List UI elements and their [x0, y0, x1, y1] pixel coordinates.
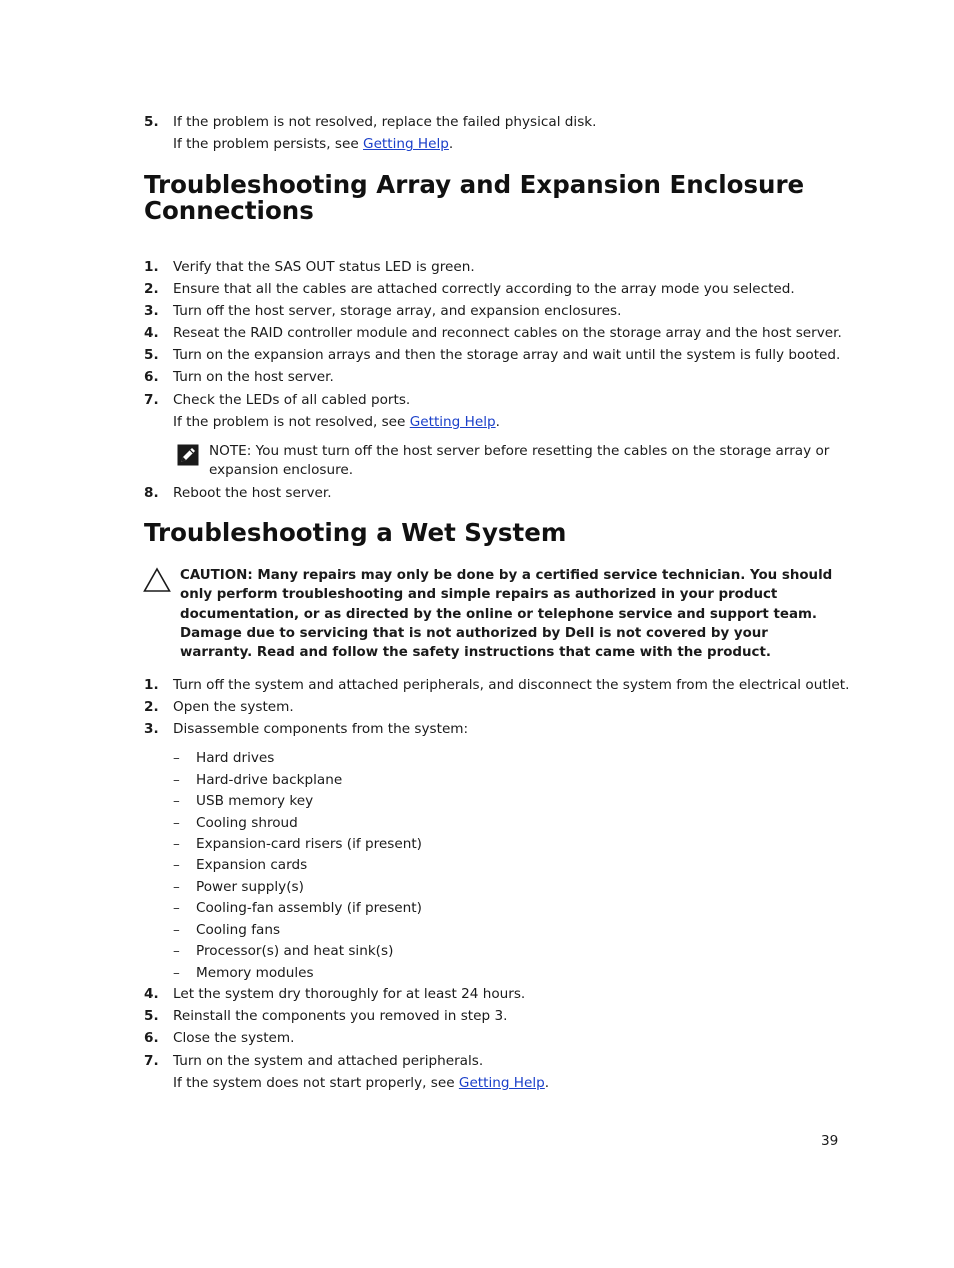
- getting-help-link[interactable]: Getting Help: [363, 136, 449, 152]
- heading-line: Connections: [144, 196, 314, 225]
- subtext-prefix: If the system does not start properly, see: [173, 1075, 459, 1091]
- step-number: 4.: [144, 986, 159, 1002]
- subtext-prefix: If the problem is not resolved, see: [173, 414, 410, 430]
- step-number: 3.: [144, 721, 159, 737]
- caution-text: CAUTION: Many repairs may only be done by a certified service technician. You should only perform troubleshooting and simple repairs as authorized in your product documentation, or as directed by the online or telephone service and support team. Damage due to servicing that is not authorized by Dell is not covered by your warranty. Read and follow the safety instructions that came with the product.: [180, 568, 833, 661]
- dash-bullet: –: [173, 922, 180, 938]
- note-body: You must turn off the host server before resetting the cables on the storage array or expansion enclosure.: [209, 443, 830, 478]
- step-number: 2.: [144, 699, 159, 715]
- step-number: 1.: [144, 259, 159, 275]
- list-item: Memory modules: [196, 965, 314, 981]
- list-item: Cooling shroud: [196, 815, 298, 831]
- step-text: If the problem is not resolved, replace the failed physical disk.: [173, 114, 597, 130]
- step-number: 5.: [144, 1008, 159, 1024]
- list-item: Hard-drive backplane: [196, 772, 343, 788]
- dash-bullet: –: [173, 750, 180, 766]
- step-number: 8.: [144, 485, 159, 501]
- section-heading: [144, 172, 804, 224]
- dash-bullet: –: [173, 793, 180, 809]
- step-number: 2.: [144, 281, 159, 297]
- step-text: Verify that the SAS OUT status LED is green.: [173, 259, 475, 275]
- step-number: 6.: [144, 1030, 159, 1046]
- subtext-prefix: If the problem persists, see: [173, 136, 364, 152]
- note-pencil-icon: [177, 444, 199, 466]
- dash-bullet: –: [173, 857, 180, 873]
- step-text: Reboot the host server.: [173, 485, 332, 501]
- step-subtext: [173, 414, 500, 431]
- step-text: Turn on the system and attached peripherals.: [173, 1053, 484, 1069]
- step-text: Disassemble components from the system:: [173, 721, 469, 737]
- section-heading: Troubleshooting a Wet System: [144, 518, 567, 547]
- step-text: Close the system.: [173, 1030, 295, 1046]
- step-text: Turn on the host server.: [173, 369, 334, 385]
- list-item: Processor(s) and heat sink(s): [196, 943, 394, 959]
- step-number: 5.: [144, 347, 159, 363]
- step-subtext: [173, 1075, 549, 1092]
- step-text: Turn off the host server, storage array, and expansion enclosures.: [173, 303, 622, 319]
- dash-bullet: –: [173, 836, 180, 852]
- list-item: USB memory key: [196, 793, 314, 809]
- getting-help-link[interactable]: Getting Help: [458, 1075, 545, 1091]
- step-text: Let the system dry thoroughly for at least 24 hours.: [173, 986, 526, 1002]
- dash-bullet: –: [173, 815, 180, 831]
- heading-line: Troubleshooting Array and Expansion Enclosure: [144, 170, 805, 199]
- step-subtext: [173, 136, 453, 153]
- step-number: 1.: [144, 677, 159, 693]
- list-item: Cooling-fan assembly (if present): [196, 900, 422, 916]
- subtext-suffix: .: [448, 136, 454, 152]
- page-number: 39: [821, 1133, 839, 1149]
- step-text: Check the LEDs of all cabled ports.: [173, 392, 411, 408]
- caution-triangle-icon: [143, 567, 171, 593]
- step-text: Turn on the expansion arrays and then the storage array and wait until the system is fully booted.: [173, 347, 841, 363]
- subtext-suffix: .: [495, 414, 500, 430]
- list-item: Expansion-card risers (if present): [196, 836, 422, 852]
- list-item: Expansion cards: [196, 857, 308, 873]
- subtext-suffix: .: [544, 1075, 550, 1091]
- note-label: NOTE:: [209, 443, 252, 459]
- dash-bullet: –: [173, 900, 180, 916]
- step-number: 3.: [144, 303, 159, 319]
- list-item: Power supply(s): [196, 879, 304, 895]
- step-text: Ensure that all the cables are attached correctly according to the array mode you selected.: [173, 281, 795, 297]
- list-item: Hard drives: [196, 750, 275, 766]
- dash-bullet: –: [173, 943, 180, 959]
- getting-help-link[interactable]: Getting Help: [409, 414, 496, 430]
- step-text: Reinstall the components you removed in step 3.: [173, 1008, 508, 1024]
- step-text: Reseat the RAID controller module and reconnect cables on the storage array and the host server.: [173, 325, 842, 341]
- dash-bullet: –: [173, 879, 180, 895]
- step-text: Turn off the system and attached peripherals, and disconnect the system from the electrical outlet.: [173, 677, 850, 693]
- step-number: 4.: [144, 325, 159, 341]
- dash-bullet: –: [173, 772, 180, 788]
- note-text: [209, 442, 839, 480]
- step-number: 7.: [144, 392, 159, 408]
- list-item: Cooling fans: [196, 922, 281, 938]
- dash-bullet: –: [173, 965, 180, 981]
- step-number: 5.: [144, 114, 159, 130]
- step-number: 6.: [144, 369, 159, 385]
- step-number: 7.: [144, 1053, 159, 1069]
- step-text: Open the system.: [173, 699, 294, 715]
